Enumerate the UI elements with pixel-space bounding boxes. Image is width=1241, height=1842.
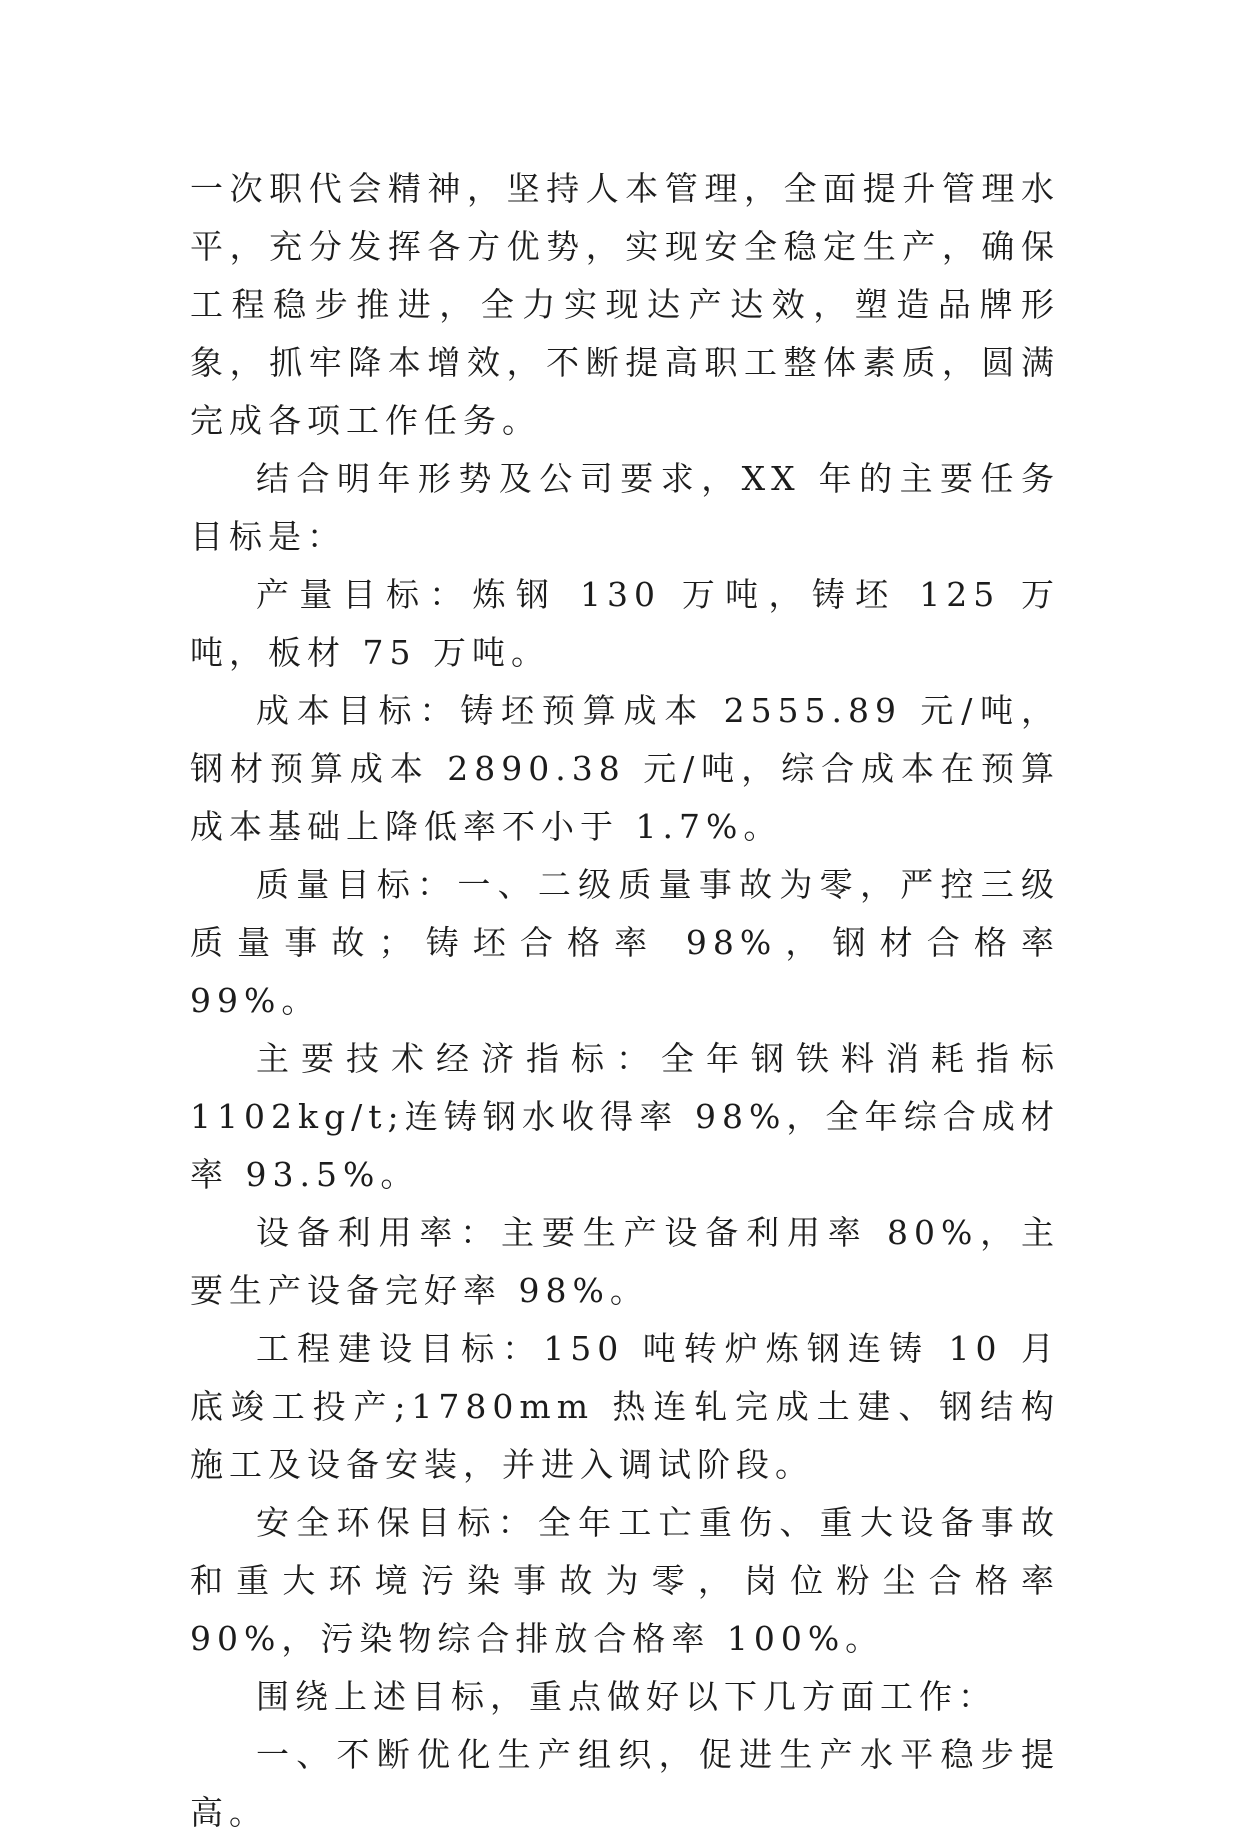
paragraph-technical-indicators: 主要技术经济指标：全年钢铁料消耗指标 1102kg/t;连铸钢水收得率 98%，全年综合成材率 93.5%。 [190,1039,1060,1194]
paragraph-cost-target: 成本目标：铸坯预算成本 2555.89 元/吨，钢材预算成本 2890.38 元/吨，综合成本在预算成本基础上降低率不小于 1.7%。 [190,691,1060,846]
paragraph-work-focus-intro: 围绕上述目标，重点做好以下几方面工作： [256,1677,997,1716]
paragraph-continuation: 一次职代会精神，坚持人本管理，全面提升管理水平，充分发挥各方优势，实现安全稳定生产，确保工程稳步推进，全力实现达产达效，塑造品牌形象，抓牢降本增效，不断提高职工整体素质，圆满完成各项工作任务。 [190,169,1060,440]
paragraph-safety-environment-target: 安全环保目标：全年工亡重伤、重大设备事故和重大环境污染事故为零，岗位粉尘合格率 90%，污染物综合排放合格率 100%。 [190,1503,1060,1658]
paragraph-construction-target: 工程建设目标：150 吨转炉炼钢连铸 10 月底竣工投产;1780mm 热连轧完成土建、钢结构施工及设备安装，并进入调试阶段。 [190,1329,1060,1484]
paragraph-output-target: 产量目标：炼钢 130 万吨，铸坯 125 万吨，板材 75 万吨。 [190,575,1060,672]
paragraph-equipment-utilization: 设备利用率：主要生产设备利用率 80%，主要生产设备完好率 98%。 [190,1213,1060,1310]
paragraph-task-intro: 结合明年形势及公司要求，XX 年的主要任务目标是： [190,459,1060,556]
paragraph-quality-target: 质量目标：一、二级质量事故为零，严控三级质量事故；铸坯合格率 98%，钢材合格率 99%。 [190,865,1060,1020]
document-body [190,160,1060,1842]
section-heading-1: 一、不断优化生产组织，促进生产水平稳步提高。 [190,1735,1060,1832]
